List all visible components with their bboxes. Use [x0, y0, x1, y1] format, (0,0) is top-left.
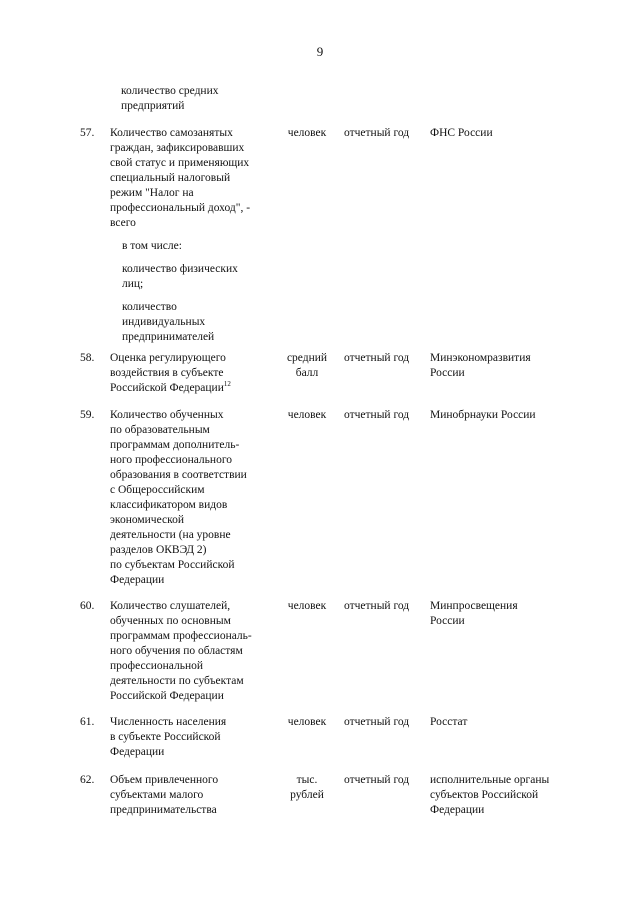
- name-line: Объем привлеченного: [110, 774, 219, 786]
- unit-line: человек: [287, 127, 327, 139]
- sub-line: в том числе:: [122, 240, 182, 252]
- source-line: Минпросвещения: [430, 600, 518, 612]
- unit-line: рублей: [290, 789, 324, 801]
- unit-line: тыс.: [296, 774, 318, 786]
- period: отчетный год: [344, 127, 410, 139]
- source-line: России: [430, 367, 465, 379]
- source-line: Федерации: [430, 804, 485, 816]
- name-line-text: Российской Федерации: [110, 382, 224, 394]
- unit: [281, 351, 333, 381]
- name-line: Количество самозанятых: [110, 127, 233, 139]
- data-source: [430, 126, 575, 141]
- name-line: предпринимательства: [110, 804, 217, 816]
- name-line: Российской Федерации: [110, 690, 224, 702]
- unit-line: человек: [287, 409, 327, 421]
- source-line: субъектов Российской: [430, 789, 539, 801]
- period: отчетный год: [344, 409, 410, 421]
- name-line: Количество обученных: [110, 409, 224, 421]
- data-source: [430, 599, 575, 629]
- continuation-line: предприятий: [121, 100, 185, 112]
- unit: [281, 408, 333, 423]
- name-line: Численность населения: [110, 716, 227, 728]
- name-line: в субъекте Российской: [110, 731, 221, 743]
- name-line: режим "Налог на: [110, 187, 194, 199]
- name-line: всего: [110, 217, 136, 229]
- unit: [281, 715, 333, 730]
- name-line: деятельности (на уровне: [110, 529, 231, 541]
- indicator-name: [110, 599, 278, 704]
- sub-item: [122, 239, 278, 254]
- name-line: ного профессионального: [110, 454, 232, 466]
- period: отчетный год: [344, 774, 410, 786]
- name-line: образования в соответствии: [110, 469, 247, 481]
- name-line: Федерации: [110, 574, 165, 586]
- name-line: ного обучения по областям: [110, 645, 243, 657]
- name-line: Оценка регулирующего: [110, 352, 226, 364]
- data-source: [430, 773, 575, 818]
- unit: [281, 126, 333, 141]
- row-number: 58.: [80, 352, 95, 364]
- name-line: Федерации: [110, 746, 165, 758]
- sub-line: индивидуальных: [122, 316, 206, 328]
- name-line: профессиональный доход", -: [110, 202, 251, 214]
- page-number: 9: [316, 44, 324, 59]
- source-line: ФНС России: [430, 127, 493, 139]
- row-number: 59.: [80, 409, 95, 421]
- footnote-marker: 12: [223, 380, 231, 389]
- source-line: исполнительные органы: [430, 774, 550, 786]
- name-line: по субъектам Российской: [110, 559, 235, 571]
- name-line: специальный налоговый: [110, 172, 231, 184]
- unit: [281, 599, 333, 614]
- indicator-name: [110, 773, 278, 818]
- source-line: Минобрнауки России: [430, 409, 536, 421]
- name-line: граждан, зафиксировавших: [110, 142, 245, 154]
- unit-line: человек: [287, 600, 327, 612]
- row-number: 61.: [80, 716, 95, 728]
- source-line: России: [430, 615, 465, 627]
- sub-line: предпринимателей: [122, 331, 215, 343]
- name-line: программам профессиональ-: [110, 630, 252, 642]
- indicator-name: [110, 351, 278, 396]
- name-line: свой статус и применяющих: [110, 157, 250, 169]
- row-number: 57.: [80, 127, 95, 139]
- data-source: [430, 408, 575, 423]
- name-line: деятельности по субъектам: [110, 675, 244, 687]
- row-number: 62.: [80, 774, 95, 786]
- name-line: обученных по основным: [110, 615, 231, 627]
- continuation-line: количество средних: [121, 85, 219, 97]
- unit-line: балл: [295, 367, 319, 379]
- name-line: с Общероссийским: [110, 484, 205, 496]
- unit-line: средний: [286, 352, 328, 364]
- name-line: программам дополнитель-: [110, 439, 240, 451]
- data-source: [430, 715, 575, 730]
- sub-line: количество физических: [122, 263, 238, 275]
- indicator-name: [110, 408, 278, 588]
- name-line: классификатором видов: [110, 499, 228, 511]
- name-line: [110, 381, 278, 396]
- source-line: Росстат: [430, 716, 468, 728]
- sub-line: лиц;: [122, 278, 144, 290]
- indicator-name: [110, 715, 278, 760]
- name-line: воздействия в субъекте: [110, 367, 224, 379]
- name-line: экономической: [110, 514, 184, 526]
- continuation-text: [121, 84, 281, 114]
- indicator-name: [110, 126, 278, 345]
- name-line: профессиональной: [110, 660, 204, 672]
- period: отчетный год: [344, 352, 410, 364]
- period: отчетный год: [344, 600, 410, 612]
- name-line: разделов ОКВЭД 2): [110, 544, 207, 556]
- unit-line: человек: [287, 716, 327, 728]
- source-line: Минэкономразвития: [430, 352, 531, 364]
- name-line: Количество слушателей,: [110, 600, 231, 612]
- sub-item: [122, 300, 278, 345]
- unit: [281, 773, 333, 803]
- period: отчетный год: [344, 716, 410, 728]
- name-line: субъектами малого: [110, 789, 204, 801]
- data-source: [430, 351, 575, 381]
- sub-line: количество: [122, 301, 177, 313]
- row-number: 60.: [80, 600, 95, 612]
- name-line: по образовательным: [110, 424, 210, 436]
- sub-item: [122, 262, 278, 292]
